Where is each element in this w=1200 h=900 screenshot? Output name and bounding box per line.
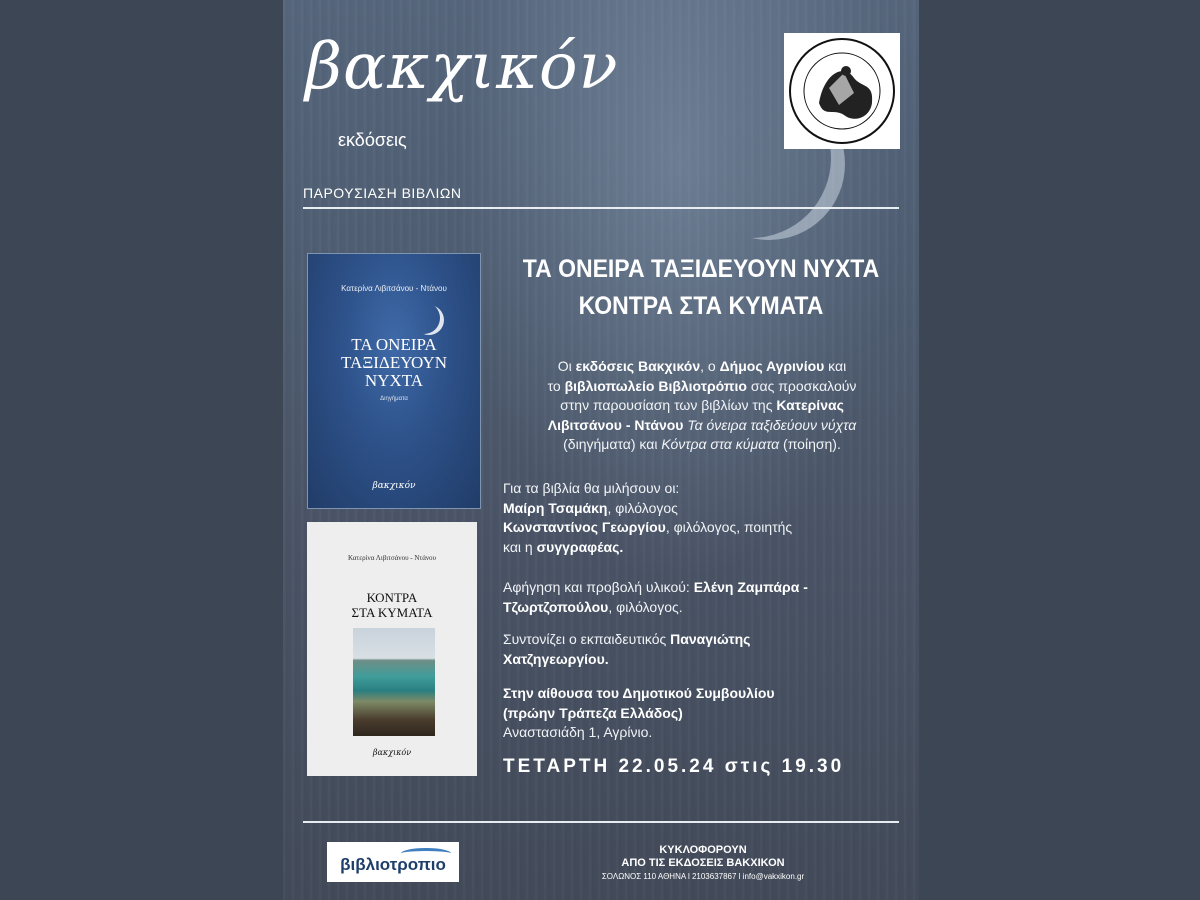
book1-genre: Διηγήματα xyxy=(380,396,408,402)
intro-paragraph: Οι εκδόσεις Βακχικόν, ο Δήμος Αγρινίου και το βιβλιοπωλείο Βιβλιοτρόπιο σας προσκαλούν στην παρουσίαση των βιβλίων της Κατερίνας Λιβιτσάνου - Ντάνου Τα όνειρα ταξιδεύουν νύχτα (διηγήματα) και Κόντρα στα κύματα (ποίηση). xyxy=(547,358,857,452)
book1-title xyxy=(308,336,480,390)
narration-paragraph: Αφήγηση και προβολή υλικού: Ελένη Ζαμπάρα - Τζωρτζοπούλου, φιλόλογος. xyxy=(503,579,808,615)
book2-title-line: ΚΟΝΤΡΑ xyxy=(366,590,418,605)
municipality-seal-logo xyxy=(784,33,900,149)
book2-publisher: βακχικόν xyxy=(372,748,412,757)
book-cover-1 xyxy=(307,253,481,509)
headline-line: ΤΑ ΟΝΕΙΡΑ ΤΑΞΙΔΕΥΟΥΝ ΝΥΧΤΑ xyxy=(522,255,880,283)
book1-author: Κατερίνα Λιβιτσάνου - Ντάνου xyxy=(341,284,447,293)
book2-title xyxy=(307,590,477,620)
event-headline xyxy=(512,251,889,325)
top-divider xyxy=(303,207,899,209)
footer-line-2: ΑΠΟ ΤΙΣ ΕΚΔΟΣΕΙΣ ΒΑΚΧΙΚΟΝ xyxy=(621,857,785,869)
book2-author: Κατερίνα Λιβιτσάνου - Ντάνου xyxy=(347,554,437,562)
coordinator-paragraph: Συντονίζει ο εκπαιδευτικός Παναγιώτης Χατζηγεωργίου. xyxy=(503,631,751,667)
section-label: ΠΑΡΟΥΣΙΑΣΗ ΒΙΒΛΙΩΝ xyxy=(303,185,462,201)
moon-icon xyxy=(408,302,440,334)
event-date: ΤΕΤΑΡΤΗ 22.05.24 στις 19.30 xyxy=(503,756,845,777)
bookstore-logo: βιβλιοτροπιο xyxy=(327,842,459,882)
book-cover-2 xyxy=(307,522,477,776)
footer-line-1: ΚΥΚΛΟΦΟΡΟΥΝ xyxy=(659,844,747,856)
venue-paragraph: Στην αίθουσα του Δημοτικού Συμβουλίου (πρώην Τράπεζα Ελλάδος) Αναστασιάδη 1, Αγρίνιο. xyxy=(503,685,775,740)
book1-title-line: ΝΥΧΤΑ xyxy=(364,371,424,390)
book1-title-line: ΤΑ ΟΝΕΙΡΑ xyxy=(351,335,437,354)
speakers-paragraph: Για τα βιβλία θα μιλήσουν οι: Μαίρη Τσαμάκη, φιλόλογος Κωνσταντίνος Γεωργίου, φιλόλογος, ποιητής και η συγγραφέας. xyxy=(503,480,793,555)
publisher-logo-wordmark: βακχικόν xyxy=(305,30,619,104)
book2-title-line: ΣΤΑ ΚΥΜΑΤΑ xyxy=(351,605,433,620)
book1-title-line: ΤΑΞΙΔΕΥΟΥΝ xyxy=(341,353,447,372)
book-pages-icon xyxy=(401,848,451,859)
publisher-logo-subtitle: εκδόσεις xyxy=(338,130,407,150)
event-poster xyxy=(283,0,919,900)
book1-publisher: βακχικόν xyxy=(372,481,416,491)
bottom-divider xyxy=(303,821,899,823)
seal-icon xyxy=(784,33,900,149)
sea-photo xyxy=(353,628,435,736)
headline-line: ΚΟΝΤΡΑ ΣΤΑ ΚΥΜΑΤΑ xyxy=(578,292,824,320)
footer-contact: ΣΟΛΩΝΟΣ 110 ΑΘΗΝΑ l 2103637867 l info@vakxikon.gr xyxy=(601,872,805,881)
